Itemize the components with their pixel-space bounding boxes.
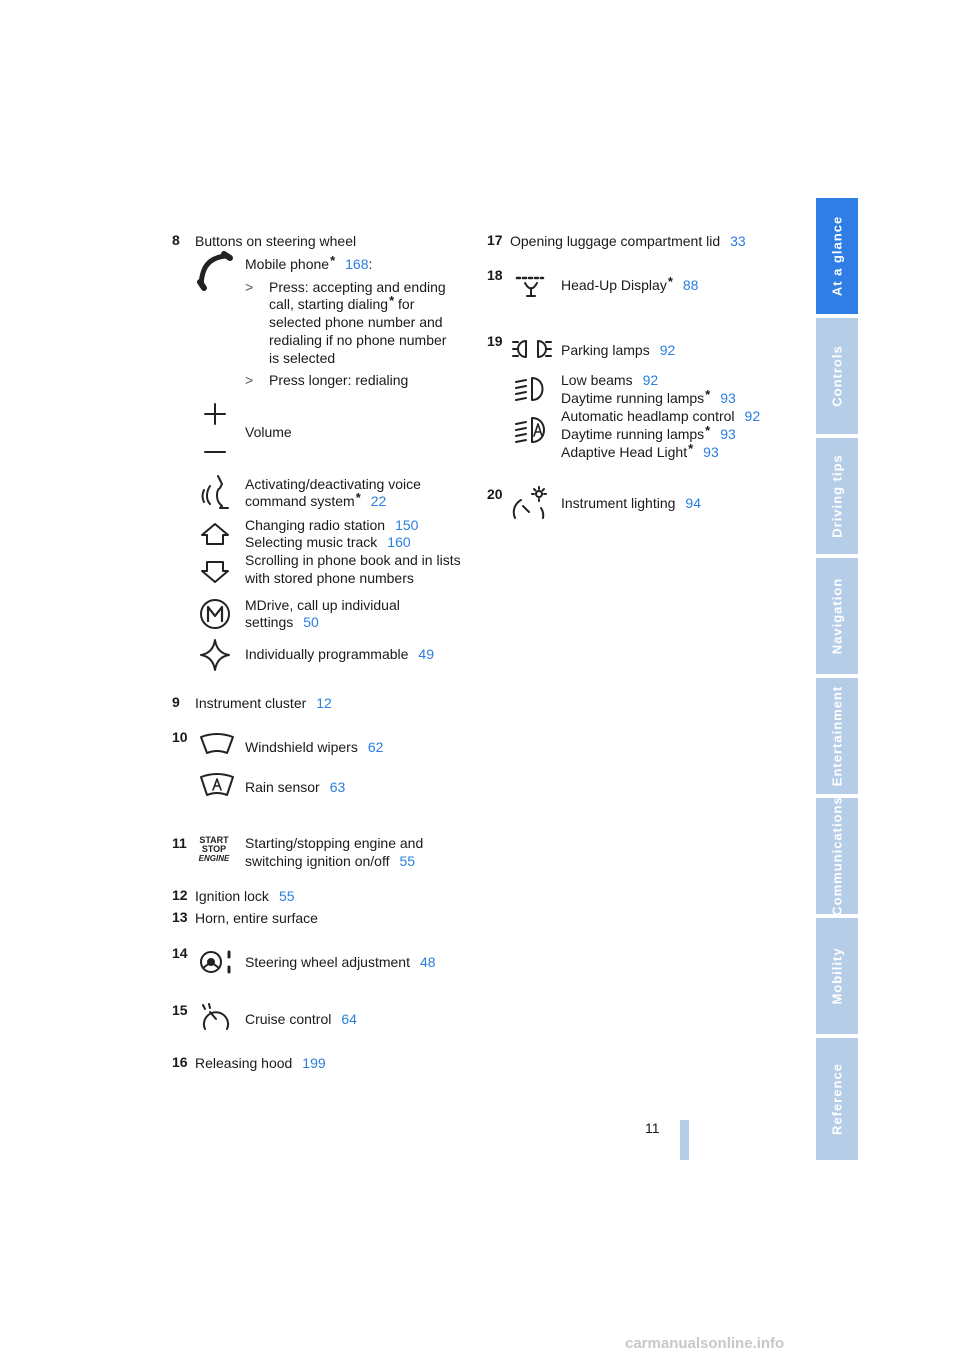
page-ref-link[interactable]: 88	[682, 277, 699, 293]
luggage-text	[510, 232, 746, 250]
tab-entertainment[interactable]	[816, 678, 858, 794]
music-text	[245, 533, 411, 551]
tab-label: Controls	[829, 345, 845, 407]
tab-driving-tips[interactable]	[816, 438, 858, 554]
line: Rain sensor	[245, 779, 320, 795]
plus-icon	[204, 403, 226, 425]
wipers-text	[245, 738, 383, 756]
page-number: 11	[645, 1120, 660, 1136]
low-beam-icon	[514, 374, 548, 402]
asterisk: *	[705, 387, 711, 402]
start-stop-line2	[245, 852, 415, 870]
item-number: 13	[172, 909, 188, 925]
label: Mobile phone	[245, 256, 330, 272]
page-ref-link[interactable]: 93	[703, 444, 719, 460]
line: Instrument lighting	[561, 495, 676, 511]
line: Low beams	[561, 372, 633, 388]
bullet-line: is selected	[269, 350, 336, 366]
drl-text	[561, 389, 736, 408]
scroll-line2: with stored phone numbers	[245, 570, 414, 586]
item-number: 10	[172, 729, 188, 745]
arrow-down-icon	[200, 560, 230, 584]
mdrive-line2	[245, 613, 319, 631]
asterisk: *	[330, 253, 336, 268]
auto-headlamp-text	[561, 407, 760, 425]
voice-line1: Activating/deactivating voice	[245, 476, 421, 492]
line: Head-Up Display	[561, 277, 667, 293]
line: Individually programmable	[245, 646, 409, 662]
item-number: 8	[172, 232, 180, 248]
page-ref-link[interactable]: 22	[370, 493, 387, 509]
tab-label: Entertainment	[829, 685, 845, 787]
line: Automatic headlamp control	[561, 408, 735, 424]
line: for	[398, 296, 415, 312]
bullet-line	[269, 295, 414, 314]
tab-label: Reference	[829, 1063, 845, 1135]
item-number: 19	[487, 333, 503, 349]
page-ref-link[interactable]: 168	[345, 256, 369, 272]
item-number: 14	[172, 945, 188, 961]
tab-controls[interactable]	[816, 318, 858, 434]
icon-text: STOP	[201, 844, 227, 854]
tab-communications[interactable]	[816, 798, 858, 914]
line: Steering wheel adjustment	[245, 954, 410, 970]
line: Ignition lock	[195, 888, 269, 904]
bullet-line: redialing if no phone number	[269, 332, 447, 348]
line: call, starting dialing	[269, 296, 389, 312]
bullet-line: selected phone number and	[269, 314, 443, 330]
line: Press: accepting and ending	[269, 279, 446, 295]
tab-at-a-glance[interactable]	[816, 198, 858, 314]
line: Cruise control	[245, 1011, 332, 1027]
page-ref-link[interactable]: 55	[399, 853, 416, 869]
cruise-control-icon	[199, 1003, 233, 1033]
page-ref-link[interactable]: 199	[302, 1055, 326, 1071]
tab-label: At a glance	[829, 215, 845, 297]
page-marker-bar	[680, 1120, 689, 1160]
page-ref-link[interactable]: 92	[744, 408, 761, 424]
line: Daytime running lamps	[561, 426, 705, 442]
page-ref-link[interactable]: 33	[730, 233, 746, 249]
scroll-line1: Scrolling in phone book and in lists	[245, 552, 461, 568]
line: Releasing hood	[195, 1055, 293, 1071]
rain-sensor-icon	[199, 773, 235, 799]
watermark: carmanualsonline.info	[625, 1335, 785, 1352]
item-number: 20	[487, 486, 503, 502]
parking-lamps-text	[561, 341, 675, 359]
page-ref-link[interactable]: 12	[316, 695, 332, 711]
drl-text	[561, 425, 736, 444]
item-number: 15	[172, 1002, 188, 1018]
page-ref-link[interactable]: 92	[642, 372, 659, 388]
asterisk: *	[667, 274, 673, 289]
mdrive-icon	[199, 598, 231, 630]
line: Windshield wipers	[245, 739, 358, 755]
line: settings	[245, 614, 294, 630]
line: Instrument cluster	[195, 695, 307, 711]
mdrive-line1: MDrive, call up individual	[245, 597, 400, 613]
arrow-up-icon	[200, 522, 230, 546]
auto-headlamp-icon	[514, 414, 550, 444]
bullet-press	[245, 278, 446, 296]
start-stop-icon	[197, 836, 231, 863]
asterisk: *	[705, 423, 711, 438]
page-ref-link[interactable]: 93	[720, 390, 736, 406]
adaptive-text	[561, 443, 719, 462]
item-number: 17	[487, 232, 503, 248]
steering-adjust-icon	[199, 948, 235, 976]
item-label: Buttons on steering wheel	[195, 233, 357, 249]
page-ref-link[interactable]: 62	[367, 739, 384, 755]
releasing-hood-text	[195, 1054, 326, 1072]
line: command system	[245, 493, 355, 509]
asterisk: *	[389, 293, 395, 308]
voice-command-icon	[200, 474, 232, 510]
line: Parking lamps	[561, 342, 650, 358]
page-ref-link[interactable]: 49	[418, 646, 434, 662]
page-ref-link[interactable]: 55	[278, 888, 295, 904]
programmable-text	[245, 645, 434, 663]
tab-reference[interactable]	[816, 1038, 858, 1160]
line: Adaptive Head Light	[561, 444, 688, 460]
horn-text: Horn, entire surface	[195, 910, 318, 926]
asterisk: *	[688, 441, 694, 456]
wiper-icon	[199, 733, 235, 755]
item-number: 16	[172, 1054, 188, 1070]
tab-label: Mobility	[829, 947, 845, 1005]
instrument-lighting-icon	[511, 486, 547, 522]
start-stop-line1: Starting/stopping engine and	[245, 835, 424, 851]
parking-lamps-icon	[512, 338, 552, 360]
tab-label: Navigation	[829, 577, 845, 655]
line: Selecting music track	[245, 534, 378, 550]
line: Press longer: redialing	[269, 372, 409, 388]
item-number: 9	[172, 694, 180, 710]
item-number: 11	[172, 835, 187, 851]
page-ref-link[interactable]: 160	[387, 534, 411, 550]
tab-label: Communications	[829, 796, 845, 916]
page-ref-link[interactable]: 50	[303, 614, 319, 630]
page-ref-link[interactable]: 150	[395, 517, 419, 533]
mobile-phone-text	[245, 255, 372, 274]
line: Changing radio station	[245, 517, 386, 533]
bullet-marker: >	[245, 372, 254, 388]
icon-text: START	[199, 835, 229, 845]
icon-text: ENGINE	[198, 854, 230, 863]
low-beams-text	[561, 371, 658, 389]
asterisk: *	[355, 490, 361, 505]
head-up-display-icon	[515, 272, 547, 298]
instrument-cluster-text	[195, 694, 332, 712]
page-ref-link[interactable]: 63	[329, 779, 346, 795]
tab-navigation[interactable]	[816, 558, 858, 674]
volume-label: Volume	[245, 424, 292, 440]
page-ref-link[interactable]: 93	[720, 426, 736, 442]
colon: :	[368, 256, 373, 272]
page-ref-link[interactable]: 48	[420, 954, 436, 970]
page-ref-link[interactable]: 64	[341, 1011, 357, 1027]
rain-text	[245, 778, 345, 796]
bullet-marker: >	[245, 279, 254, 295]
ignition-lock-text	[195, 887, 295, 905]
voice-line2	[245, 492, 386, 511]
instrument-lighting-text	[561, 494, 701, 512]
item-number: 12	[172, 887, 188, 903]
cruise-control-text	[245, 1010, 357, 1028]
tab-label: Driving tips	[829, 454, 845, 538]
minus-icon	[204, 448, 226, 456]
line: switching ignition on/off	[245, 853, 390, 869]
line: Daytime running lamps	[561, 390, 705, 406]
page-ref-link[interactable]: 94	[685, 495, 701, 511]
hud-text	[561, 276, 698, 295]
phone-icon	[198, 252, 232, 290]
radio-text	[245, 516, 418, 534]
page-ref-link[interactable]: 92	[659, 342, 676, 358]
item-number: 18	[487, 267, 503, 283]
steering-adjust-text	[245, 953, 436, 971]
bullet-press-longer	[245, 371, 408, 389]
programmable-star-icon	[200, 639, 230, 671]
tab-mobility[interactable]	[816, 918, 858, 1034]
line: Opening luggage compartment lid	[510, 233, 721, 249]
